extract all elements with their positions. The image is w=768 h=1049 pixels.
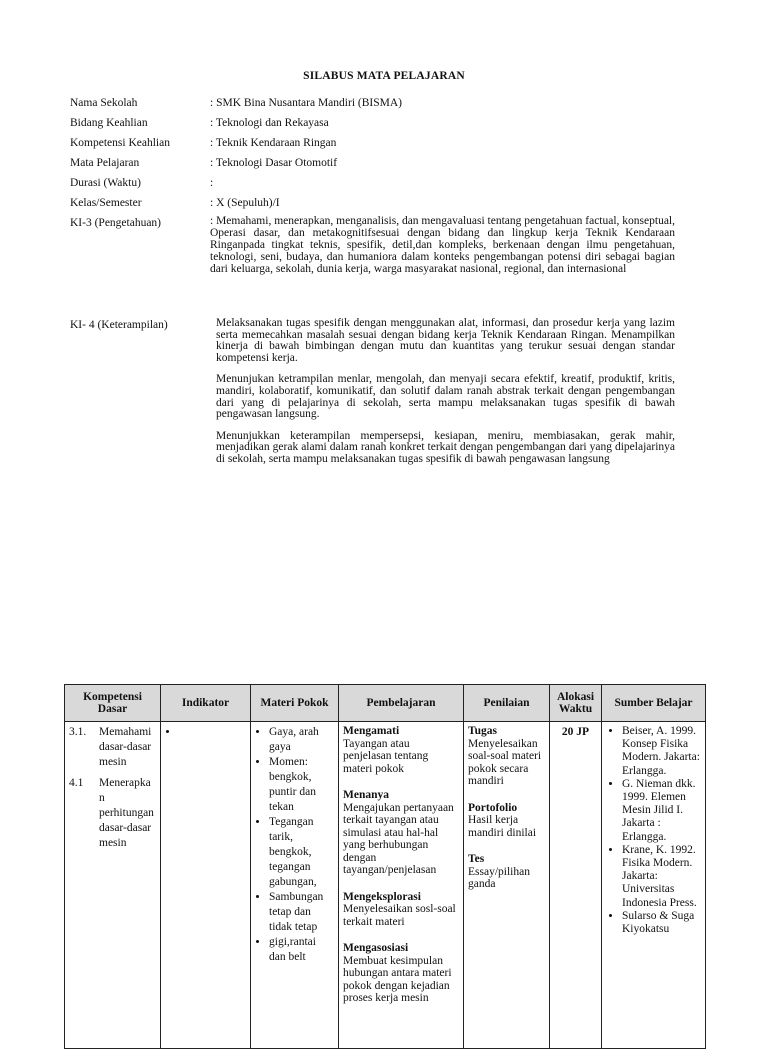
info-value: : SMK Bina Nusantara Mandiri (BISMA): [210, 97, 402, 109]
learning-step-title: Mengamati: [343, 725, 400, 737]
list-item: • Gaya, arah gaya: [269, 725, 334, 755]
kd-item: [69, 725, 156, 770]
cell-kompetensi-dasar: [65, 722, 161, 1049]
assessment-item: [468, 725, 545, 788]
indikator-list: [165, 725, 246, 740]
info-label: Durasi (Waktu): [70, 177, 141, 189]
cell-indikator: [161, 722, 251, 1049]
learning-step-title: Menanya: [343, 789, 389, 801]
table-header-row: [65, 685, 706, 722]
assessment-title: Tes: [468, 853, 485, 865]
table-row: [65, 722, 706, 1049]
assessment-title: Tugas: [468, 725, 497, 737]
header-penilaian: Penilaian: [464, 685, 550, 722]
assessment-item: [468, 802, 545, 840]
kd-number: 3.1.: [69, 726, 87, 738]
kd-text: Menerapka n perhitungan dasar-dasar mesin: [99, 777, 154, 849]
learning-step-text: Tayangan atau penjelasan tentang materi pokok: [343, 737, 429, 775]
info-value: : Teknologi dan Rekayasa: [210, 117, 329, 129]
list-item: • Sambungan tetap dan tidak tetap: [269, 890, 334, 935]
learning-step-text: Membuat kesimpulan hubungan antara materi pokok dengan kejadian proses kerja mesin: [343, 954, 452, 1004]
ki4-paragraph: Menunjukkan keterampilan mempersepsi, kesiapan, meniru, membiasakan, gerak mahir, menjadikan gerak alami dalam ranah konkret terkait dengan pengembangan dari yang dipelajarinya di sekolah, serta mampu melaksanakan tugas spesifik di bawah pengawasan langsung: [216, 429, 675, 465]
learning-step-title: Mengeksplorasi: [343, 890, 421, 903]
header-kompetensi-dasar: Kompetensi Dasar: [65, 685, 161, 722]
header-sumber-belajar: Sumber Belajar: [602, 685, 706, 722]
kd-text: Memahami dasar-dasar mesin: [99, 726, 152, 768]
learning-step: [343, 942, 459, 1005]
info-label: KI-3 (Pengetahuan): [70, 217, 162, 229]
assessment-title: Portofolio: [468, 801, 518, 814]
syllabus-table: [64, 684, 706, 1049]
document-title: SILABUS MATA PELAJARAN: [303, 70, 465, 82]
info-row-school: [70, 95, 675, 111]
learning-step-text: Menyelesaikan sosl-soal terkait materi: [343, 903, 456, 928]
list-item: • Krane, K. 1992. Fisika Modern. Jakarta: Universitas Indonesia Press.: [622, 844, 701, 910]
info-value: :: [210, 177, 214, 189]
source-list: [606, 725, 701, 936]
assessment-text: Hasil kerja mandiri dinilai: [468, 814, 537, 839]
learning-step-text: Mengajukan pertanyaan terkait tayangan atau simulasi atau hal-hal yang berhubungan dengan tayangan/penjelasan: [343, 801, 454, 876]
info-value: : Teknik Kendaraan Ringan: [210, 137, 337, 149]
cell-sumber-belajar: [602, 722, 706, 1049]
learning-step-title: Mengasosiasi: [343, 942, 409, 954]
kd-item: [69, 776, 156, 851]
info-value: : Teknologi Dasar Otomotif: [210, 157, 338, 169]
list-item: • Momen: bengkok, puntir dan tekan: [269, 755, 334, 815]
list-item: • Tegangan tarik, bengkok, tegangan gabungan,: [269, 815, 334, 890]
list-item: • Sularso & Suga Kiyokatsu: [622, 910, 701, 936]
ki4-paragraph: Melaksanakan tugas spesifik dengan menggunakan alat, informasi, dan prosedur kerja yang lazim serta memecahkan masalah sesuai dengan bidang kerja Teknik Kendaraan Ringan. Menampilkan kinerja di bawah bimbingan dengan mutu dan kuantitas yang terukur sesuai dengan standar kompetensi kerja.: [216, 317, 675, 364]
info-row-ki3: [70, 215, 675, 275]
learning-step: [343, 891, 459, 929]
ki4-label: KI- 4 (Keterampilan): [70, 319, 168, 331]
assessment-text: Menyelesaikan soal-soal materi pokok secara mandiri: [468, 737, 542, 787]
list-item: • gigi,rantai dan belt: [269, 935, 334, 965]
info-row-class: [70, 195, 675, 211]
info-label: Kompetensi Keahlian: [70, 137, 170, 149]
syllabus-info: [70, 95, 675, 279]
header-indikator: Indikator: [161, 685, 251, 722]
learning-step: [343, 725, 459, 775]
header-materi-pokok: Materi Pokok: [251, 685, 339, 722]
info-value: : X (Sepuluh)/I: [210, 197, 280, 209]
assessment-text: Essay/pilihan ganda: [468, 865, 530, 890]
header-pembelajaran: Pembelajaran: [339, 685, 464, 722]
cell-alokasi-waktu: 20 JP: [550, 722, 602, 1049]
ki3-text: : Memahami, menerapkan, menganalisis, dan mengavaluasi tentang pengetahuan factual, konseptual, Operasi dasar, dan metakognitifsesuai dengan bidang dan lingkup kerja Teknik Kendaraan Ringanpada tingkat teknis, spesifik, detil,dan kompleks, berkenaan dengan ilmu pengetahuan, teknologi, seni, budaya, dan humaniora dalam konteks pengembangan potensi diri sebagai bagian dari keluarga, sekolah, dunia kerja, warga masyarakat nasional, regional, dan internasional: [210, 215, 675, 275]
ki4-paragraph: Menunjukan ketrampilan menlar, mengolah, dan menyaji secara efektif, kreatif, produktif, kritis, mandiri, kolaboratif, komunikatif, dan solutif dalam ranah abstrak terkait dengan pengembangan dari yang di pelajarinya di sekolah, serta mampu melaksanakan tugas spesifik di bawah pengawasan langsung.: [216, 373, 675, 421]
info-label: Mata Pelajaran: [70, 157, 140, 169]
assessment-item: [468, 853, 545, 891]
info-label: Nama Sekolah: [70, 97, 138, 109]
cell-materi-pokok: [251, 722, 339, 1049]
info-row-competency: [70, 135, 675, 151]
ki4-paragraphs: [216, 318, 675, 476]
list-item: • G. Nieman dkk. 1999. Elemen Mesin Jilid I. Jakarta : Erlangga.: [622, 778, 701, 844]
info-row-field: [70, 115, 675, 131]
cell-penilaian: [464, 722, 550, 1049]
list-item: [179, 725, 246, 740]
info-row-duration: [70, 175, 675, 191]
list-item: • Beiser, A. 1999. Konsep Fisika Modern. Jakarta: Erlangga.: [622, 725, 701, 778]
info-label: Kelas/Semester: [70, 197, 142, 209]
info-row-subject: [70, 155, 675, 171]
ki4-section: [70, 318, 675, 476]
learning-step: [343, 789, 459, 877]
cell-pembelajaran: [339, 722, 464, 1049]
info-label: Bidang Keahlian: [70, 117, 148, 129]
kd-number: 4.1: [69, 777, 84, 789]
materi-list: [255, 725, 334, 965]
header-alokasi-waktu: Alokasi Waktu: [550, 685, 602, 722]
